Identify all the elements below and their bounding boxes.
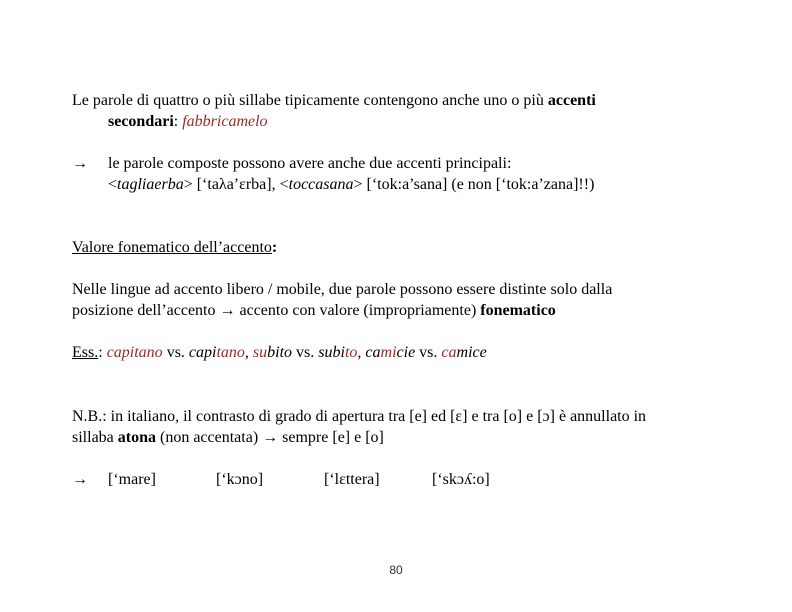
example-word-part: subi	[318, 344, 345, 361]
paragraph-line	[72, 174, 732, 195]
transcription: [‘skɔʎ:o]	[432, 471, 490, 488]
text: sillaba	[72, 429, 118, 446]
example-word-part: ca	[441, 344, 457, 361]
paragraph-line	[72, 111, 732, 132]
example-word-part: bito	[267, 344, 293, 361]
paragraph-line	[72, 153, 732, 174]
example-word-part: mice	[456, 344, 487, 361]
transcription: [‘lεttera]	[324, 471, 380, 488]
transcription: [‘mare]	[108, 471, 156, 488]
transcription: > [‘taλa’εrba], <	[183, 176, 289, 193]
heading-colon: :	[271, 239, 278, 256]
section-heading	[72, 237, 732, 258]
text: posizione dell’accento → accento con valore (impropriamente)	[72, 302, 481, 319]
example-word: toccasana	[288, 176, 354, 193]
example-word-part: cie	[396, 344, 416, 361]
text: (non accentata) → sempre [e] e [o]	[156, 429, 384, 446]
bold-term: atona	[117, 429, 156, 446]
arrow-icon: →	[72, 471, 88, 488]
example-word-part: mi	[380, 344, 397, 361]
paragraph-secondary-accents	[72, 90, 732, 132]
example-word-part: tano	[216, 344, 245, 361]
text: vs.	[162, 344, 189, 361]
page-number: 80	[389, 563, 403, 577]
paragraph-note	[72, 406, 732, 448]
paragraph-line: Nelle lingue ad accento libero / mobile, due parole possono essere distinte solo dalla	[72, 281, 613, 298]
transcription: [‘kɔno]	[216, 471, 264, 488]
bold-term: secondari	[108, 113, 174, 130]
arrow-icon: →	[72, 155, 88, 172]
example-word-part: to	[344, 344, 358, 361]
example-word-part: capi	[188, 344, 217, 361]
heading-text: Valore fonematico dell’accento	[72, 239, 272, 256]
text: vs.	[415, 344, 442, 361]
paragraph-line: N.B.: in italiano, il contrasto di grado di apertura tra [e] ed [ε] e tra [o] e [ɔ] è annullato in	[72, 408, 647, 425]
text: vs.	[292, 344, 319, 361]
example-word-part: capi	[106, 344, 135, 361]
paragraph-free-accent	[72, 279, 732, 321]
paragraph-compound-words	[72, 153, 732, 195]
examples-line	[72, 342, 732, 363]
example-word: tagliaerba	[117, 176, 184, 193]
text: <	[108, 176, 118, 193]
examples-label: Ess.	[72, 344, 99, 361]
bold-term: fonematico	[480, 302, 556, 319]
text: :	[98, 344, 107, 361]
paragraph-line	[72, 427, 732, 448]
text: le parole composte possono avere anche due accenti principali:	[108, 155, 512, 172]
transcriptions-row	[72, 469, 732, 490]
text: :	[173, 113, 183, 130]
example-word: fabbricamelo	[182, 113, 268, 130]
text: ,	[357, 344, 366, 361]
text: ,	[244, 344, 253, 361]
paragraph-line	[72, 300, 732, 321]
transcription: > [‘tok:a’sana] (e non [‘tok:a’zana]!!)	[353, 176, 595, 193]
text: Le parole di quattro o più sillabe tipicamente contengono anche uno o più	[72, 92, 548, 109]
example-word-part: tano	[134, 344, 163, 361]
example-word-part: su	[252, 344, 268, 361]
bold-term: accenti	[547, 92, 596, 109]
example-word-part: ca	[365, 344, 381, 361]
paragraph-line	[72, 90, 732, 111]
